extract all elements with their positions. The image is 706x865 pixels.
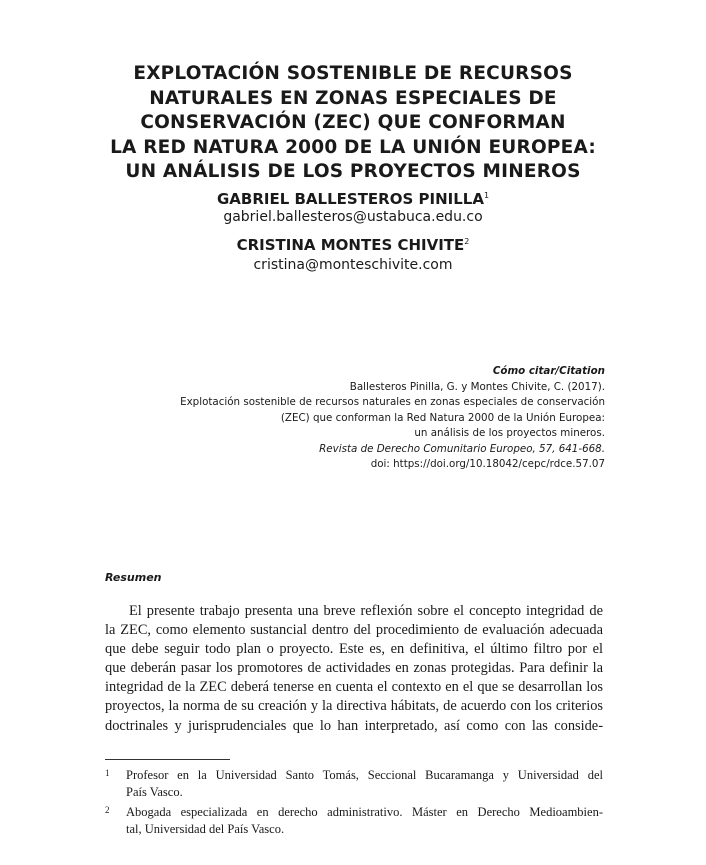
footnote-line: Profesor en la Universidad Santo Tomás, Seccional Bucaramanga y Universidad del xyxy=(126,768,603,782)
footnote-1 xyxy=(105,767,603,800)
title-line: NATURALES EN ZONAS ESPECIALES DE xyxy=(149,87,557,109)
abstract-line: que debe seguir todo plan o proyecto. Este es, en definitiva, el último filtro por el xyxy=(105,641,603,658)
citation-heading: Cómo citar/Citation xyxy=(492,365,605,377)
citation-line: Explotación sostenible de recursos naturales en zonas especiales de conservación xyxy=(180,396,605,408)
article-title xyxy=(60,62,646,185)
citation-line: (ZEC) que conforman la Red Natura 2000 de la Unión Europea: xyxy=(280,411,605,424)
author-name-1: GABRIEL BALLESTEROS PINILLA$^1$ xyxy=(216,190,490,208)
citation-doi[interactable]: doi: https://doi.org/10.18042/cepc/rdce.57.07 xyxy=(370,458,605,470)
abstract-body xyxy=(105,602,603,736)
citation-journal: Revista de Derecho Comunitario Europeo, 57, 641-668. xyxy=(319,442,605,455)
author-name-2: CRISTINA MONTES CHIVITE$^2$ xyxy=(236,236,470,254)
footnote-2 xyxy=(105,804,603,837)
footnote-number: 1 xyxy=(105,768,110,778)
citation-line: un análisis de los proyectos mineros. xyxy=(414,427,605,439)
author-email-1[interactable]: gabriel.ballesteros@ustabuca.edu.co xyxy=(223,209,483,225)
footnote-ref-1[interactable]: 1 xyxy=(483,191,490,200)
abstract-line: doctrinales y jurisprudenciales que lo han interpretado, así como con las conside- xyxy=(105,717,603,734)
abstract-line: El presente trabajo presenta una breve reflexión sobre el concepto integridad de xyxy=(129,603,603,619)
footnote-number: 2 xyxy=(105,805,110,815)
abstract-heading: Resumen xyxy=(105,571,162,584)
footnote-ref-2[interactable]: 2 xyxy=(464,237,470,246)
author-email-2[interactable]: cristina@monteschivite.com xyxy=(253,257,453,273)
footnote-line: Abogada especializada en derecho administrativo. Máster en Derecho Medioambien- xyxy=(126,805,603,819)
title-line: EXPLOTACIÓN SOSTENIBLE DE RECURSOS xyxy=(133,63,573,84)
footnote-line: tal, Universidad del País Vasco. xyxy=(126,821,285,836)
abstract-line: proyectos, la norma de su creación y la directiva hábitats, de acuerdo con los criterios xyxy=(105,698,603,715)
footnote-divider xyxy=(105,759,230,760)
title-line: LA RED NATURA 2000 DE LA UNIÓN EUROPEA: xyxy=(110,136,596,158)
abstract-line: la ZEC, como elemento sustancial dentro del procedimiento de evaluación adecuada xyxy=(105,622,603,639)
title-line: UN ANÁLISIS DE LOS PROYECTOS MINEROS xyxy=(125,161,581,182)
title-line: CONSERVACIÓN (ZEC) QUE CONFORMAN xyxy=(140,112,566,133)
abstract-line: que deberán pasar los promotores de actividades en zonas protegidas. Para definir la xyxy=(105,660,603,677)
footnote-line: País Vasco. xyxy=(126,784,183,799)
abstract-line: integridad de la ZEC deberá tenerse en cuenta el contexto en el que se desarrollan los xyxy=(105,679,603,696)
citation-line: Ballesteros Pinilla, G. y Montes Chivite, C. (2017). xyxy=(349,380,605,393)
citation-block xyxy=(165,364,605,473)
